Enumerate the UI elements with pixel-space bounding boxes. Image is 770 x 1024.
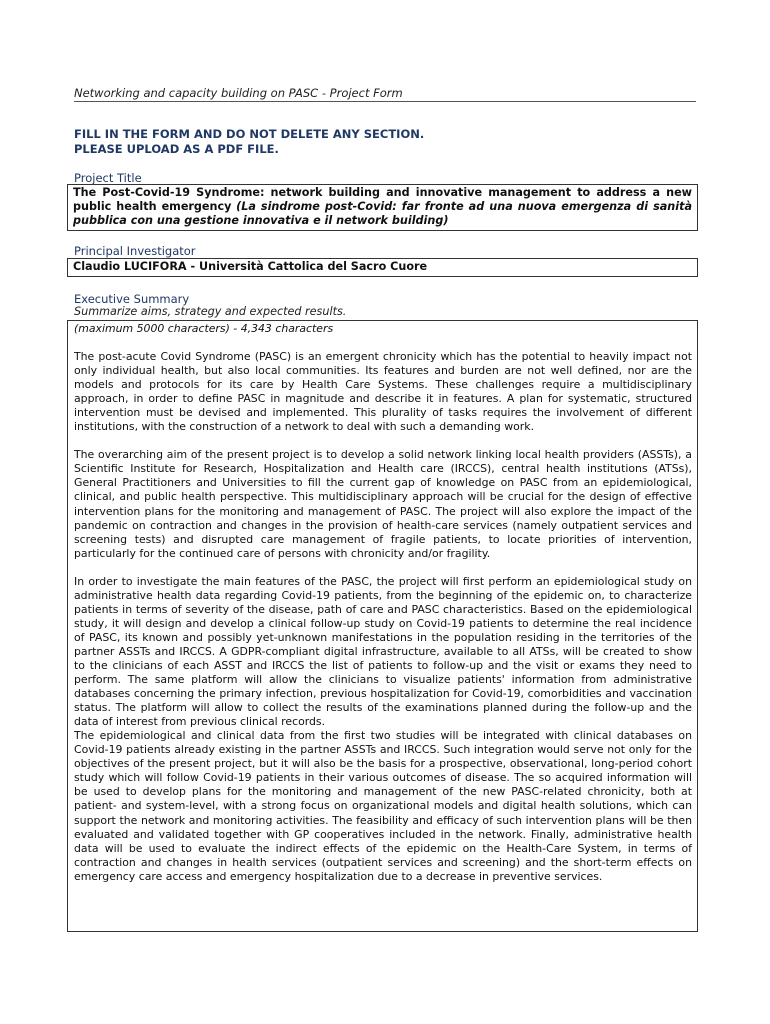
form-instructions (74, 127, 696, 157)
principal-investigator-value: Claudio LUCIFORA - Università Cattolica del Sacro Cuore (73, 260, 428, 273)
character-limit-note: (maximum 5000 characters) - 4,343 characters (74, 322, 334, 335)
instruction-line-2: PLEASE UPLOAD AS A PDF FILE. (74, 142, 279, 156)
project-title-italian: (La sindrome post-Covid: far fronte ad una nuova emergenza di sanità pubblica con una gestione innovativa e il network building) (73, 200, 693, 227)
executive-summary-label: Executive Summary (74, 292, 190, 306)
summary-paragraph-3: In order to investigate the main features of the PASC, the project will first perform an epidemiological study on administrative health data regarding Covid-19 patients, from the beginning of the epidemic on, to characterize patients in terms of severity of the disease, path of care and PASC characteristics. Based on the epidemiological study, it will design and develop a clinical follow-up study on Covid-19 patients to determine the real incidence of PASC, its known and possibly yet-unknown manifestations in the population residing in the territories of the partner ASSTs and IRCCS. A GDPR-compliant digital infrastructure, available to all ATSs, will be created to show to the clinicians of each ASST and IRCCS the list of patients to follow-up and the visit or exams they need to perform. The same platform will allow the clinicians to visualize patients' information from administrative databases concerning the primary infection, previous hospitalization for Covid-19, comorbidities and vaccination status. The platform will allow to collect the results of the examinations planned during the follow-up and the data of interest from previous clinical records. (74, 574, 692, 729)
project-title-label: Project Title (74, 171, 142, 185)
summary-paragraph-4: The epidemiological and clinical data from the first two studies will be integrated with clinical databases on Covid-19 patients already existing in the partner ASSTs and IRCCS. Such integration would serve not only for the objectives of the present project, but it will also be the basis for a prospective, observational, long-period cohort study which will follow Covid-19 patients in their various outcomes of disease. The so acquired information will be used to develop plans for the monitoring and management of the new PASC-related chronicity, both at patient- and system-level, with a strong focus on organizational models and digital health solutions, which can support the network and monitoring activities. The feasibility and efficacy of such intervention plans will be then evaluated and validated together with GP cooperatives included in the network. Finally, administrative health data will be used to evaluate the indirect effects of the epidemic on the Health-Care System, in terms of contraction and changes in health services (outpatient services and screening) and the short-term effects on emergency care access and emergency hospitalization due to a decrease in preventive services. (74, 729, 692, 883)
principal-investigator-label: Principal Investigator (74, 244, 196, 258)
principal-investigator-box (67, 258, 698, 277)
executive-summary-hint: Summarize aims, strategy and expected results. (74, 305, 347, 318)
executive-summary-box (67, 320, 698, 932)
document-header-title: Networking and capacity building on PASC - Project Form (74, 86, 696, 102)
project-title-box (67, 184, 698, 231)
project-title-english: The Post-Covid-19 Syndrome: network building and innovative management to address a new public health emergency (73, 186, 692, 213)
instruction-line-1: FILL IN THE FORM AND DO NOT DELETE ANY SECTION. (74, 127, 425, 141)
summary-paragraph-1: The post-acute Covid Syndrome (PASC) is an emergent chronicity which has the potential to heavily impact not only individual health, but also local communities. Its features and burden are not well defined, nor are the models and protocols for its care by Health Care Systems. These challenges require a multidisciplinary approach, in order to define PASC in magnitude and describe it in features. A plan for systematic, structured intervention must be devised and implemented. This plurality of tasks requires the involvement of different institutions, with the construction of a network to deal with such a demanding work. (74, 350, 692, 434)
summary-paragraph-2: The overarching aim of the present project is to develop a solid network linking local health providers (ASSTs), a Scientific Institute for Research, Hospitalization and Health care (IRCCS), central health institutions (ATSs), General Practitioners and Universities to fill the current gap of knowledge on PASC from an epidemiological, clinical, and public health perspective. This multidisciplinary approach will be crucial for the design of effective intervention plans for the monitoring and management of PASC. The project will also explore the impact of the pandemic on contraction and changes in the provision of health-care services (namely outpatient services and screening tests) and disrupted care management of fragile patients, to locate priorities of intervention, particularly for the continued care of persons with chronicity and/or fragility. (74, 448, 692, 560)
